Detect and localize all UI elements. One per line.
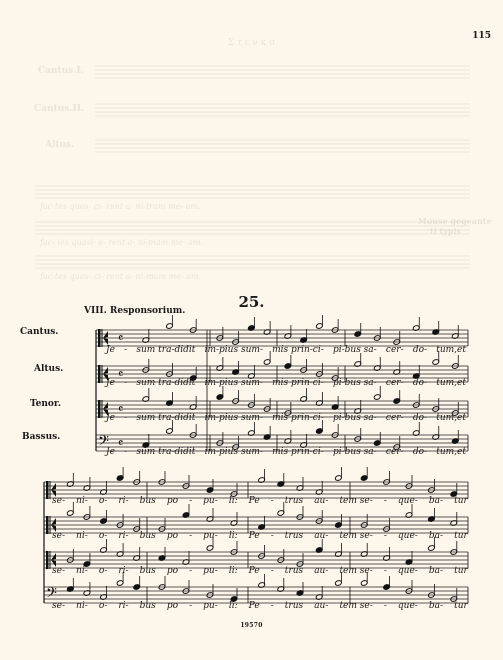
lyric-syllable: po <box>166 531 179 541</box>
lyric-syllable: im-pius sum- <box>204 413 263 423</box>
lyric-row-bassus-1 <box>106 447 466 459</box>
faded-lyric: fac-tes quas- ci- rent a- ni-tram me- am. <box>40 202 201 211</box>
common-time-icon: 𝄴 <box>118 402 124 416</box>
lyric-syllable: li: <box>228 601 238 611</box>
lyric-syllable: tem se- <box>339 601 373 611</box>
lyric-syllable: bus <box>139 531 156 541</box>
plate-number: 19570 <box>240 622 263 629</box>
lyric-syllable: trus <box>284 601 304 611</box>
c-clef-icon <box>102 400 103 418</box>
common-time-icon: 𝄴 <box>118 331 124 345</box>
lyric-syllable: Pe <box>248 566 260 576</box>
faded-note: Mouse gegeante <box>418 216 492 226</box>
lyric-syllable: ri- <box>118 601 129 611</box>
lyric-syllable: po <box>166 601 179 611</box>
lyric-syllable: Pe <box>248 531 260 541</box>
lyric-syllable: cer- <box>385 345 404 355</box>
lyric-syllable: pu- <box>203 496 218 506</box>
bass-clef-icon: 𝄢 <box>98 433 109 453</box>
lyric-syllable: que- <box>397 566 418 576</box>
lyric-syllable: ni- <box>76 566 88 576</box>
lyric-syllable: tum,et <box>436 378 466 388</box>
lyric-syllable: sum tra-didit <box>136 447 196 457</box>
lyric-syllable: po <box>166 496 179 506</box>
lyric-row-bassus-2 <box>52 601 468 613</box>
lyric-syllable: pi-bus sa- <box>332 345 377 355</box>
lyric-syllable: o- <box>98 566 108 576</box>
faded-voice-label: Cantus.II. <box>34 104 84 114</box>
lyric-row-altus-1 <box>106 378 466 390</box>
c-clef-icon <box>46 551 49 569</box>
section-title: VIII. Responsorium. <box>84 306 186 316</box>
lyric-syllable: - <box>270 531 274 541</box>
lyric-syllable: sum tra-didit <box>136 345 196 355</box>
lyric-syllable: mis prin-ci- <box>272 345 324 355</box>
lyric-syllable: Je <box>106 378 115 388</box>
page-number: 115 <box>472 31 491 41</box>
lyric-syllable: Je <box>106 345 115 355</box>
lyric-syllable: - <box>124 345 128 355</box>
faded-title: Σ τ ε ν κ σ <box>227 38 276 48</box>
lyric-syllable: sum tra-didit <box>136 413 196 423</box>
lyric-syllable: mis prin-ci- <box>272 413 324 423</box>
lyric-syllable: que- <box>397 601 418 611</box>
lyric-syllable: tur <box>454 496 468 506</box>
lyric-syllable: ba- <box>428 601 444 611</box>
lyric-syllable: se- <box>52 601 65 611</box>
lyric-syllable: li: <box>228 496 238 506</box>
lyric-syllable: pu- <box>203 566 218 576</box>
voice-label-tenor: Tenor. <box>30 399 61 409</box>
lyric-syllable: tem se- <box>339 531 373 541</box>
lyric-syllable: ri- <box>118 496 129 506</box>
common-time-icon: 𝄴 <box>118 367 124 381</box>
lyric-syllable: au- <box>314 566 329 576</box>
lyric-syllable: do- <box>412 413 428 423</box>
lyric-syllable: do- <box>412 447 428 457</box>
lyric-syllable: Pe <box>248 601 260 611</box>
lyric-syllable: pi-bus sa- <box>332 447 377 457</box>
lyric-syllable: - <box>383 496 387 506</box>
lyric-syllable: - <box>189 601 193 611</box>
lyric-syllable: bus <box>139 496 156 506</box>
piece-number: 25. <box>238 293 265 311</box>
lyric-syllable: bus <box>139 601 156 611</box>
faded-voice-label: Altus. <box>45 140 75 150</box>
c-clef-icon <box>102 329 103 347</box>
lyric-syllable: ba- <box>428 531 444 541</box>
lyric-syllable: bus <box>139 566 156 576</box>
lyric-syllable: au- <box>314 601 329 611</box>
lyric-syllable: sum tra-didit <box>136 378 196 388</box>
faded-voice-label: Cantus.I. <box>38 66 84 76</box>
lyric-syllable: que- <box>397 496 418 506</box>
lyric-syllable: ni- <box>76 496 88 506</box>
lyric-syllable: - <box>383 531 387 541</box>
lyric-syllable: pu- <box>203 601 218 611</box>
faded-lyric: fac-tes quas- ci- rent a- ni-mam me- am. <box>40 272 202 281</box>
lyric-row-cantus-2 <box>52 496 468 508</box>
lyric-syllable: tem se- <box>339 566 373 576</box>
c-clef-icon <box>50 516 51 534</box>
lyric-syllable: - <box>124 447 128 457</box>
lyric-syllable: se- <box>52 566 65 576</box>
lyric-syllable: li: <box>228 531 238 541</box>
lyric-syllable: au- <box>314 531 329 541</box>
lyric-row-tenor-2 <box>52 566 468 578</box>
lyric-syllable: tum,et <box>436 345 466 355</box>
common-time-icon: 𝄴 <box>118 436 124 450</box>
lyric-syllable: trus <box>284 566 304 576</box>
lyric-syllable: o- <box>98 601 108 611</box>
lyric-syllable: pu- <box>203 531 218 541</box>
lyric-syllable: - <box>383 601 387 611</box>
lyric-syllable: do- <box>412 345 428 355</box>
lyric-syllable: tur <box>454 566 468 576</box>
lyric-syllable: ni- <box>76 601 88 611</box>
lyric-syllable: - <box>189 566 193 576</box>
lyric-syllable: o- <box>98 496 108 506</box>
lyric-syllable: se- <box>52 531 65 541</box>
lyric-syllable: po <box>166 566 179 576</box>
lyric-syllable: do- <box>412 378 428 388</box>
lyric-syllable: mis prin-ci- <box>272 378 324 388</box>
lyric-syllable: - <box>383 566 387 576</box>
lyric-syllable: ri- <box>118 531 129 541</box>
lyric-syllable: im-pius sum- <box>204 447 263 457</box>
c-clef-icon <box>98 365 101 383</box>
lyric-syllable: Pe <box>248 496 260 506</box>
lyric-row-cantus-1 <box>106 345 466 357</box>
c-clef-icon <box>46 516 49 534</box>
lyric-syllable: li: <box>228 566 238 576</box>
c-clef-icon <box>98 329 101 347</box>
faded-note: ti typis <box>430 226 461 236</box>
c-clef-icon <box>50 551 51 569</box>
lyric-syllable: tur <box>454 531 468 541</box>
lyric-syllable: trus <box>284 531 304 541</box>
lyric-syllable: cer- <box>385 378 404 388</box>
lyric-syllable: - <box>189 496 193 506</box>
voice-label-altus: Altus. <box>34 364 64 374</box>
c-clef-icon <box>102 365 103 383</box>
lyric-row-altus-2 <box>52 531 468 543</box>
lyric-syllable: ri- <box>118 566 129 576</box>
lyric-syllable: - <box>124 413 128 423</box>
lyric-syllable: - <box>189 531 193 541</box>
lyric-syllable: - <box>270 496 274 506</box>
lyric-row-tenor-1 <box>106 413 466 425</box>
voice-label-cantus: Cantus. <box>20 327 59 337</box>
lyric-syllable: im-pius sum- <box>204 378 263 388</box>
lyric-syllable: ba- <box>428 566 444 576</box>
lyric-syllable: cer- <box>385 447 404 457</box>
lyric-syllable: - <box>270 566 274 576</box>
lyric-syllable: tum,et <box>436 413 466 423</box>
c-clef-icon <box>46 481 49 499</box>
lyric-syllable: im-pius sum- <box>204 345 263 355</box>
c-clef-icon <box>98 400 101 418</box>
lyric-syllable: pi-bus sa- <box>332 378 377 388</box>
c-clef-icon <box>50 481 51 499</box>
lyric-syllable: trus <box>284 496 304 506</box>
lyric-syllable: Je <box>106 413 115 423</box>
lyric-syllable: ba- <box>428 496 444 506</box>
lyric-syllable: tum,et <box>436 447 466 457</box>
lyric-syllable: tur <box>454 601 468 611</box>
lyric-syllable: mis prin-ci- <box>272 447 324 457</box>
lyric-syllable: cer- <box>385 413 404 423</box>
lyric-syllable: ni- <box>76 531 88 541</box>
faded-lyric: fac- ies quasi- e- rent a- ni-mam me- am. <box>40 238 204 247</box>
lyric-syllable: se- <box>52 496 65 506</box>
lyric-syllable: - <box>270 601 274 611</box>
lyric-syllable: tem se- <box>339 496 373 506</box>
bass-clef-icon: 𝄢 <box>46 585 57 605</box>
lyric-syllable: que- <box>397 531 418 541</box>
lyric-syllable: o- <box>98 531 108 541</box>
lyric-syllable: au- <box>314 496 329 506</box>
lyric-syllable: Je <box>106 447 115 457</box>
lyric-syllable: pi-bus sa- <box>332 413 377 423</box>
lyric-syllable: - <box>124 378 128 388</box>
voice-label-bassus: Bassus. <box>22 432 61 442</box>
